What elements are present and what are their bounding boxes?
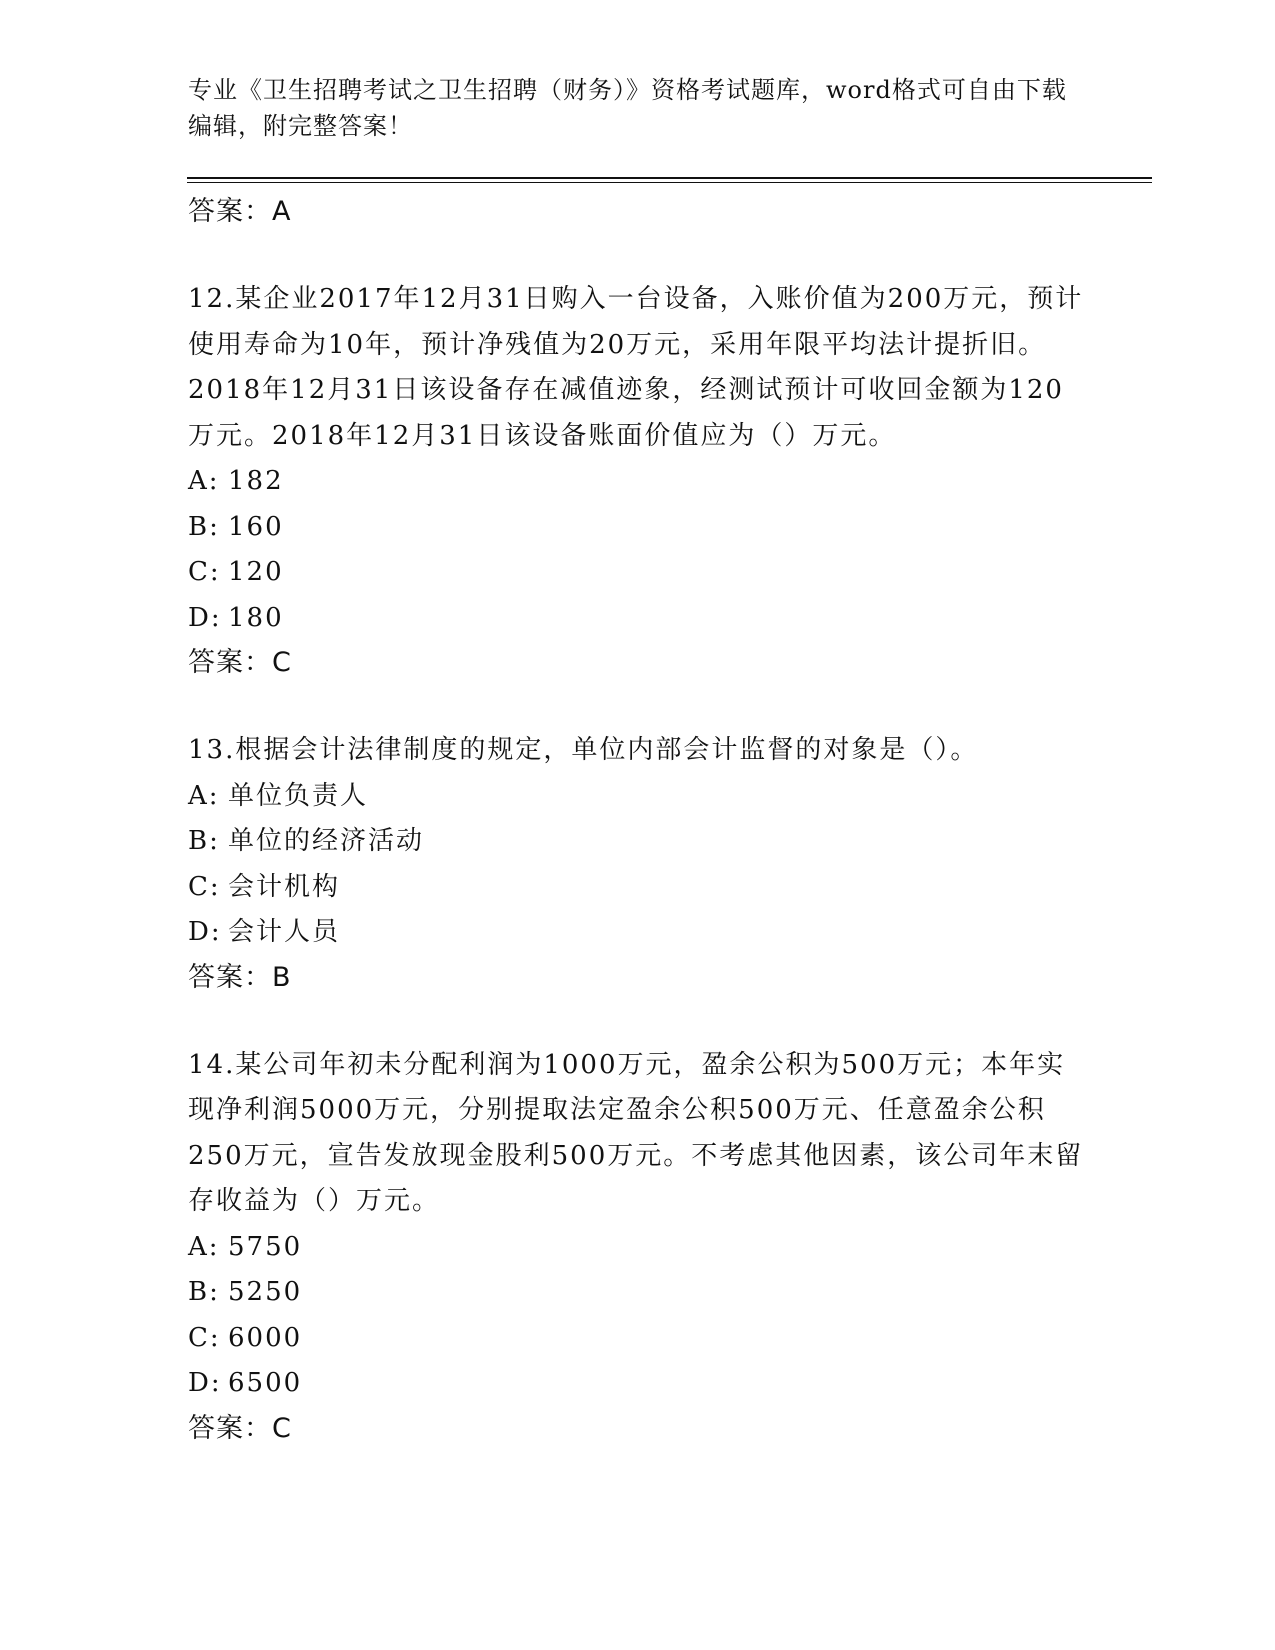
option-letter: A: (188, 1231, 220, 1262)
option-text: 160 (228, 511, 284, 542)
question-text: 13.根据会计法律制度的规定，单位内部会计监督的对象是（）。 (188, 735, 979, 765)
document-header: 专业《卫生招聘考试之卫生招聘（财务）》资格考试题库，word格式可自由下载编辑，附完整答案！ (188, 76, 1067, 140)
option-text: 182 (228, 466, 284, 496)
option-b (188, 505, 1088, 551)
header-rule-thick (187, 177, 1152, 179)
option-text: 180 (228, 602, 284, 633)
option-d (188, 596, 1088, 642)
option-b (188, 819, 1088, 865)
option-letter: D: (188, 917, 222, 947)
option-c (188, 550, 1088, 596)
option-letter: C: (188, 1322, 221, 1353)
question-text: 12.某企业2017年12月31日购入一台设备，入账价值为200万元，预计使用寿命为10年，预计净残值为20万元，采用年限平均法计提折旧。2018年12月31日该设备存在减值迹象，经测试预计可收回金额为120万元。2018年12月31日该设备账面价值应为（）万元。 (188, 284, 1084, 451)
option-text: 会计机构 (228, 871, 341, 902)
option-letter: C: (188, 871, 221, 902)
option-text: 单位的经济活动 (228, 826, 425, 856)
option-letter: C: (188, 557, 221, 587)
option-text: 单位负责人 (228, 780, 369, 811)
option-text: 6500 (228, 1368, 303, 1398)
answer-line: 答案：C (188, 647, 292, 678)
option-text: 120 (228, 557, 284, 587)
option-text: 6000 (228, 1322, 303, 1353)
option-letter: A: (188, 466, 220, 496)
answer-line: 答案：B (188, 961, 292, 993)
option-b (188, 1270, 1088, 1316)
option-text: 5750 (228, 1231, 303, 1262)
option-a (188, 774, 1088, 820)
question-12 (188, 277, 1088, 685)
option-letter: D: (188, 1368, 222, 1398)
option-letter: A: (188, 780, 220, 811)
option-a (188, 1225, 1088, 1271)
answer-line: 答案：C (188, 1412, 292, 1444)
question-13 (188, 728, 1088, 1000)
question-text: 14.某公司年初未分配利润为1000万元，盈余公积为500万元；本年实现净利润5000万元，分别提取法定盈余公积500万元、任意盈余公积250万元，宣告发放现金股利500万元。不考虑其他因素，该公司年末留存收益为（）万元。 (188, 1049, 1084, 1216)
option-text: 会计人员 (228, 917, 341, 947)
header-rule-thin (187, 182, 1152, 183)
option-d (188, 910, 1088, 956)
option-letter: B: (188, 826, 220, 856)
option-letter: B: (188, 1277, 220, 1307)
option-text: 5250 (228, 1277, 303, 1307)
option-c (188, 865, 1088, 911)
previous-answer: 答案：A (188, 196, 292, 227)
option-a (188, 459, 1088, 505)
option-letter: D: (188, 602, 222, 633)
question-14 (188, 1043, 1088, 1451)
question-list (188, 190, 1088, 1494)
option-letter: B: (188, 511, 220, 542)
option-c (188, 1316, 1088, 1362)
option-d (188, 1361, 1088, 1407)
